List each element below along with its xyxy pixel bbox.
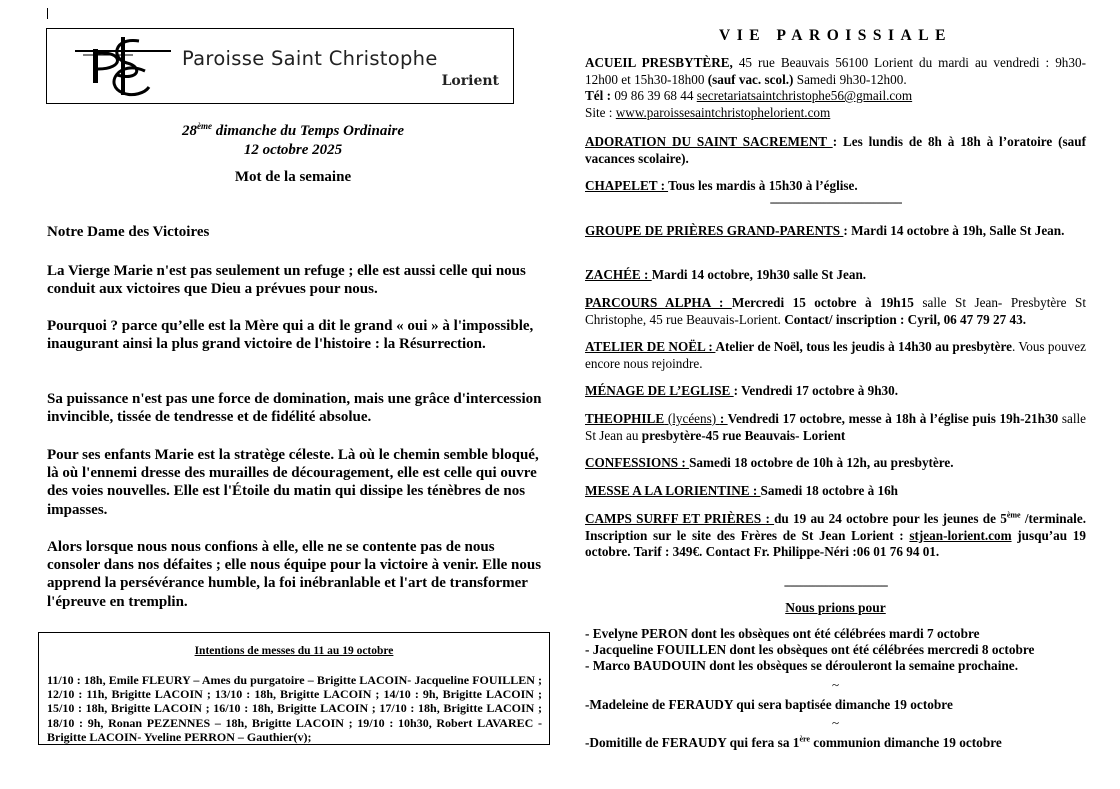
confessions-label: CONFESSIONS :	[585, 455, 690, 470]
camps-colon: :	[765, 511, 775, 526]
noel-section	[585, 339, 1086, 372]
zachee-text: Mardi 14 octobre, 19h30 salle St Jean.	[651, 267, 867, 282]
theophile-colon: :	[719, 411, 728, 426]
stjean-link[interactable]: stjean-lorient.com	[909, 527, 1012, 543]
noel-bold: Atelier de Noël, tous les jeudis à 14h30 au presbytère	[715, 339, 1012, 354]
groupe-prieres-text: : Mardi 14 octobre à 19h, Salle St Jean.	[843, 223, 1065, 238]
mass-intentions-text: 11/10 : 18h, Emile FLEURY – Ames du purgatoire – Brigitte LACOIN- Jacqueline FOUILLEN ; 12/10 : 11h, Brigitte LACOIN ; 13/10 : 18h, Brigitte LACOIN ; 14/10 : 9h, Brigitte LACOIN ; 15/10 : 18h, Brigitte LACOIN ; 16/10 : 18h, Brigitte LACOIN ; 17/10 : 18h, Brigitte LACOIN ; 18/10 : 9h, Ronan PEZENNES – 18h, Brigitte LACOIN ; 19/10 : 10h30, Robert LAVAREC - Brigitte LACOIN- Yveline PERRON – Gauthier(v);	[47, 673, 542, 744]
chapelet-text: Tous les mardis à 15h30 à l’église.	[668, 178, 858, 193]
theophile-label: THEOPHILE	[585, 411, 665, 426]
accueil-label: ACUEIL PRESBYTÈRE,	[585, 55, 733, 70]
meditation-title: Notre Dame des Victoires	[47, 224, 210, 240]
meditation-paragraph: Pour ses enfants Marie est la stratège céleste. Là où le chemin semble bloqué, là où l'ennemi dresse des murailles de découragement, elle est celle qui ouvre des voies nouvelles. Elle est l'Étoile du matin qui dissipe les ténèbres de nos impasses.	[47, 447, 539, 518]
camps-section	[585, 511, 1086, 561]
camps-label: CAMPS SURFF ET PRIÈRES	[585, 511, 766, 526]
theophile-plain: salle St Jean au	[585, 411, 1087, 443]
accueil-samedi: Samedi 9h30-12h00.	[793, 71, 907, 87]
accueil-address: 45 rue Beauvais 56100 Lorient du mardi au vendredi : 9h30-12h00 et 15h30-18h00	[585, 55, 1086, 87]
communion-pre: -Domitille de FERAUDY qui fera sa 1	[585, 735, 800, 750]
menage-section	[585, 383, 1086, 400]
sunday-ordinal-sup: ème	[197, 121, 213, 131]
theophile-bold-2: presbytère-45 rue Beauvais- Lorient	[641, 427, 846, 443]
prayer-item: - Evelyne PERON dont les obsèques ont été célébrées mardi 7 octobre	[585, 626, 980, 641]
adoration-text: : Les lundis de 8h à 18h à l’oratoire (sauf vacances scolaire).	[585, 134, 1086, 166]
groupe-prieres-section	[585, 223, 1086, 240]
groupe-prieres-label: GROUPE DE PRIÈRES GRAND-PARENTS	[585, 223, 844, 238]
noel-plain: . Vous pouvez encore nous rejoindre.	[585, 339, 1086, 371]
theophile-bold-1: Vendredi 17 octobre, messe à 18h à l’église puis 19h-21h30	[727, 411, 1059, 426]
mass-intentions-title: Intentions de messes du 11 au 19 octobre	[194, 645, 394, 657]
logo-title: Paroisse Saint Christophe	[182, 47, 438, 70]
zachee-label: ZACHÉE :	[585, 267, 652, 282]
bulletin-date: 12 octobre 2025	[243, 142, 343, 158]
email-link[interactable]: secretariatsaintchristophe56@gmail.com	[696, 88, 913, 103]
vie-paroissiale-title: VIE PAROISSIALE	[719, 27, 952, 44]
meditation-paragraph: La Vierge Marie n'est pas seulement un refuge ; elle est aussi celle qui nous conduit aux victoires que Dieu a prévues pour nous.	[47, 263, 526, 298]
site-label: Site :	[585, 104, 616, 120]
prayer-item-communion	[585, 735, 1002, 751]
lorientine-text: Samedi 18 octobre à 16h	[760, 483, 899, 498]
meditation-paragraph: Sa puissance n'est pas une force de domination, mais une grâce d'intercession invincible, tissée de tendresse et de fidélité absolue.	[47, 391, 542, 426]
adoration-section	[585, 134, 1086, 167]
camps-sup: ème	[1006, 510, 1021, 520]
sunday-number: 28	[182, 123, 198, 139]
nous-prions-pour-title: Nous prions pour	[785, 600, 886, 615]
liturgical-sunday-heading	[47, 122, 539, 160]
meditation-paragraph: Pourquoi ? parce qu’elle est la Mère qui a dit le grand « oui » à l'impossible, inaugurant ainsi la plus grand victoire de l'histoire : la Résurrection.	[47, 318, 534, 353]
logo-city: Lorient	[441, 73, 499, 89]
tilde-separator: ~	[831, 677, 840, 692]
theophile-section	[585, 411, 1086, 444]
accueil-sauf: (sauf vac. scol.)	[707, 71, 794, 87]
alpha-section	[585, 295, 1086, 328]
chapelet-label: CHAPELET :	[585, 178, 669, 193]
menage-text: : Vendredi 17 octobre à 9h30.	[733, 383, 899, 398]
mass-intentions-box	[38, 632, 550, 745]
prayer-item: - Marco BAUDOUIN dont les obsèques se dérouleront la semaine prochaine.	[585, 658, 1019, 673]
zachee-section	[585, 267, 1086, 284]
communion-sup: ère	[799, 734, 810, 744]
mot-de-la-semaine-title: Mot de la semaine	[234, 169, 352, 185]
chapelet-section	[585, 178, 1086, 195]
camps-text-2: /terminale. Inscription sur le site des Frères de St Jean Lorient :	[585, 511, 1086, 543]
separator-dashes: ---------------------------------	[783, 577, 888, 592]
prayer-item-baptism: -Madeleine de FERAUDY qui sera baptisée dimanche 19 octobre	[585, 697, 953, 712]
alpha-label: PARCOURS ALPHA :	[585, 295, 732, 310]
alpha-place: salle St Jean- Presbytère St Christophe, 45 rue Beauvais-Lorient.	[585, 295, 1086, 327]
text-cursor	[47, 8, 48, 19]
camps-text-1: du 19 au 24 octobre pour les jeunes de 5	[774, 511, 1007, 526]
noel-label: ATELIER DE NOËL :	[585, 339, 716, 354]
tel-label: Tél :	[585, 88, 612, 103]
lorientine-section	[585, 483, 1086, 500]
camps-text-3: jusqu’au 19 octobre. Tarif : 349€. Contact Fr. Philippe-Néri :06 01 76 94 01.	[585, 527, 1086, 559]
psc-monogram-logo	[73, 35, 173, 97]
parish-logo-banner	[46, 28, 514, 104]
lorientine-label: MESSE A LA LORIENTINE :	[585, 483, 761, 498]
separator-dashes: ------------------------------------------	[769, 194, 902, 209]
alpha-date: Mercredi 15 octobre à 19h15	[731, 295, 914, 310]
theophile-label-2: (lycéens)	[664, 411, 720, 426]
confessions-text: Samedi 18 octobre de 10h à 12h, au presbytère.	[689, 455, 954, 470]
accueil-section	[585, 55, 1086, 121]
alpha-contact: Contact/ inscription : Cyril, 06 47 79 27 43.	[784, 311, 1026, 327]
meditation-paragraph: Alors lorsque nous nous confions à elle, elle ne se contente pas de nous consoler dans nos défaites ; elle nous équipe pour la victoire à venir. Elle nous apprend la persévérance humble, la foi inébranlable et l'art de transformer l'épreuve en tremplin.	[47, 539, 542, 610]
sunday-rest: dimanche du Temps Ordinaire	[212, 123, 404, 139]
confessions-section	[585, 455, 1086, 472]
prayer-item: - Jacqueline FOUILLEN dont les obsèques ont été célébrées mercredi 8 octobre	[585, 642, 1035, 657]
tel-number: 09 86 39 68 44	[611, 88, 697, 103]
adoration-label: ADORATION DU SAINT SACREMENT	[585, 134, 833, 149]
tilde-separator: ~	[831, 715, 840, 730]
communion-post: communion dimanche 19 octobre	[809, 735, 1002, 750]
menage-label: MÉNAGE DE L’EGLISE	[585, 383, 734, 398]
website-link[interactable]: www.paroissesaintchristophelorient.com	[615, 104, 831, 120]
